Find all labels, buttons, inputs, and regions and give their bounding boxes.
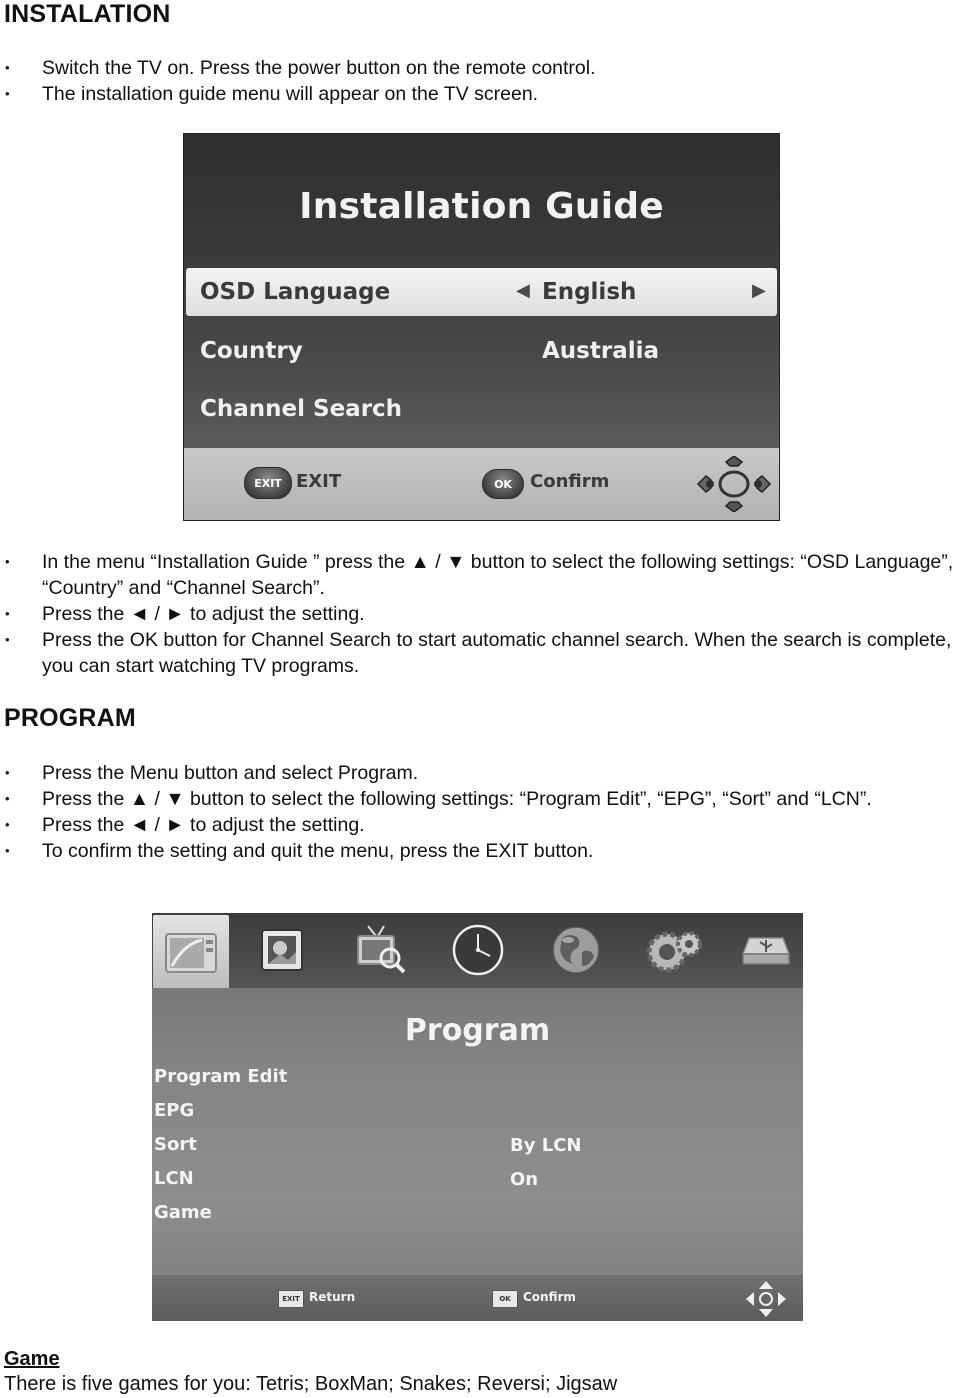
list-item: • Press the ▲ / ▼ button to select the following settings: “Program Edit”, “EPG”, “Sort” and “LCN”. — [0, 786, 956, 812]
game-description: There is five games for you: Tetris; BoxMan; Snakes; Reversi; Jigsaw — [4, 1373, 618, 1395]
list-item: • The installation guide menu will appear on the TV screen. — [0, 81, 956, 107]
confirm-label: Confirm — [523, 1290, 576, 1304]
program-steps-list — [0, 760, 956, 864]
tab-usb[interactable] — [728, 917, 803, 983]
screen-title: Program — [404, 1013, 551, 1048]
menu-row-label: OSD Language — [200, 279, 391, 305]
picture-icon — [254, 924, 310, 976]
return-label: Return — [309, 1290, 356, 1304]
list-item: • Press the OK button for Channel Search to start automatic channel search. When the search is complete, you can start watching TV programs. — [0, 627, 956, 679]
menu-tab-bar — [152, 913, 803, 988]
screen-footer — [184, 448, 779, 520]
menu-row-channel-search[interactable] — [186, 385, 777, 433]
installation-steps-list — [0, 549, 956, 679]
installation-heading: INSTALATION — [4, 0, 171, 28]
ok-key-icon[interactable]: OK — [492, 1290, 518, 1308]
channel-search-icon — [350, 922, 410, 978]
lcn-value: On — [510, 1169, 539, 1190]
list-item: • Switch the TV on. Press the power button on the remote control. — [0, 55, 956, 81]
program-menu-screen — [152, 913, 803, 1321]
menu-row-country[interactable] — [186, 327, 777, 375]
tab-picture[interactable] — [244, 917, 320, 983]
menu-row-label: Channel Search — [200, 396, 403, 422]
program-heading: PROGRAM — [4, 704, 136, 732]
tab-program[interactable] — [153, 915, 229, 988]
list-item: • In the menu “Installation Guide ” press the ▲ / ▼ button to select the following settings: “OSD Language”, “Country” and “Channel Search”. — [0, 549, 956, 601]
menu-row-osd-language[interactable] — [186, 268, 777, 316]
sort-value: By LCN — [510, 1135, 582, 1156]
menu-row-value: English — [542, 279, 637, 305]
list-item: • Press the ◄ / ► to adjust the setting. — [0, 812, 956, 838]
tab-language[interactable] — [538, 917, 614, 983]
clock-icon — [450, 922, 506, 978]
settings-gears-icon — [643, 922, 705, 978]
game-heading: Game — [4, 1348, 60, 1370]
usb-icon — [735, 924, 797, 976]
globe-icon — [548, 922, 604, 978]
menu-row-label: Country — [200, 338, 303, 364]
arrow-left-icon[interactable]: ◀ — [516, 280, 530, 301]
list-item: • Press the ◄ / ► to adjust the setting. — [0, 601, 956, 627]
tab-time[interactable] — [440, 917, 516, 983]
installation-guide-screen — [183, 133, 780, 521]
ok-key-icon[interactable]: OK — [482, 469, 524, 499]
navigation-pad-icon — [696, 456, 772, 512]
tab-channel[interactable] — [342, 917, 418, 983]
menu-item-game[interactable]: Game — [154, 1202, 212, 1223]
confirm-label: Confirm — [530, 471, 610, 492]
screen-footer — [152, 1275, 803, 1321]
list-item: • To confirm the setting and quit the menu, press the EXIT button. — [0, 838, 956, 864]
installation-intro-list — [0, 55, 956, 107]
program-tv-icon — [160, 926, 222, 978]
navigation-arrows-icon — [742, 1279, 790, 1319]
menu-item-lcn[interactable]: LCN — [154, 1168, 194, 1189]
menu-item-program-edit[interactable]: Program Edit — [154, 1066, 288, 1087]
list-item: • Press the Menu button and select Program. — [0, 760, 956, 786]
menu-row-value: Australia — [542, 338, 660, 364]
menu-item-sort[interactable]: Sort — [154, 1134, 197, 1155]
screen-title: Installation Guide — [299, 186, 664, 227]
tab-settings[interactable] — [636, 917, 712, 983]
arrow-right-icon[interactable]: ▶ — [752, 280, 766, 301]
exit-label: EXIT — [296, 471, 342, 492]
menu-item-epg[interactable]: EPG — [154, 1100, 195, 1121]
exit-key-icon[interactable]: EXIT — [244, 467, 292, 499]
exit-key-icon[interactable]: EXIT — [278, 1290, 304, 1308]
